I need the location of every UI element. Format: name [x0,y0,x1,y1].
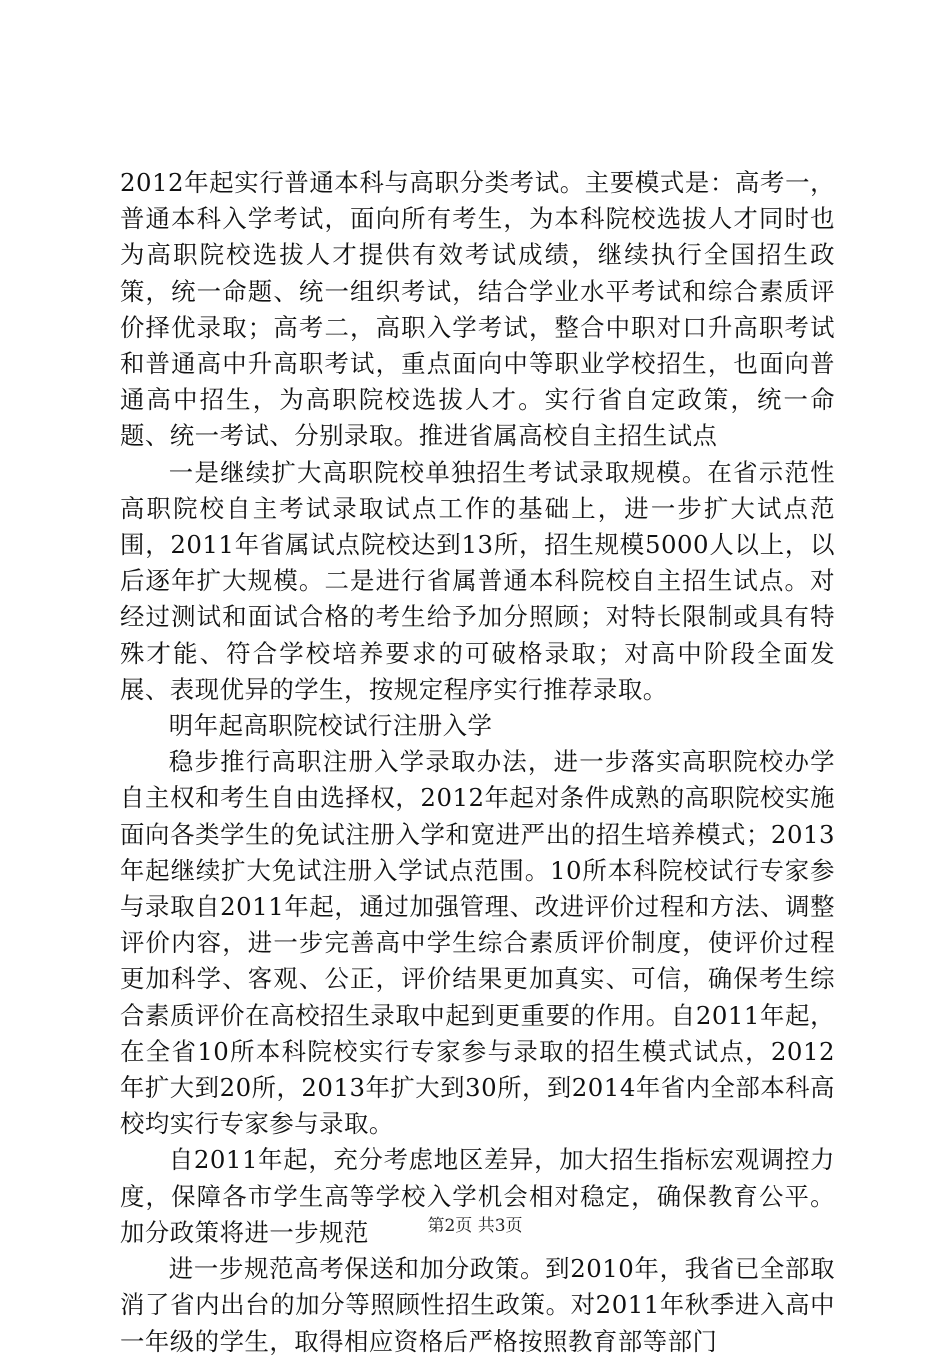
paragraph-heading-registration: 明年起高职院校试行注册入学 [168,711,493,741]
paragraph-bonus-policy: 进一步规范高考保送和加分政策。到2010年，我省已全部取消了省内出台的加分等照顾性招生政策。对2011年秋季进入高中一年级的学生，取得相应资格后严格按照教育部等部门 [120,1254,835,1356]
paragraph-exam-model: 2012年起实行普通本科与高职分类考试。主要模式是：高考一，普通本科入学考试，面向所有考生，为本科院校选拔人才同时也为高职院校选拔人才提供有效考试成绩，继续执行全国招生政策，统一命题、统一组织考试，结合学业水平考试和综合素质评价择优录取；高考二，高职入学考试，整合中职对口升高职考试和普通高中升高职考试，重点面向中等职业学校招生，也面向普通高中招生，为高职院校选拔人才。实行省自定政策，统一命题、统一考试、分别录取。推进省属高校自主招生试点 [120,168,835,451]
paragraph-quota-control: 自2011年起，充分考虑地区差异，加大招生指标宏观调控力度，保障各市学生高等学校入学机会相对稳定，确保教育公平。加分政策将进一步规范 [120,1145,835,1247]
document-body [120,165,835,1360]
paragraph-independent-enrollment: 一是继续扩大高职院校单独招生考试录取规模。在省示范性高职院校自主考试录取试点工作的基础上，进一步扩大试点范围，2011年省属试点院校达到13所，招生规模5000人以上，以后逐年扩大规模。二是进行省属普通本科院校自主招生试点。对经过测试和面试合格的考生给予加分照顾；对特长限制或具有特殊才能、符合学校培养要求的可破格录取；对高中阶段全面发展、表现优异的学生，按规定程序实行推荐录取。 [120,457,835,704]
paragraph-registration-admission: 稳步推行高职注册入学录取办法，进一步落实高职院校办学自主权和考生自由选择权，2012年起对条件成熟的高职院校实施面向各类学生的免试注册入学和宽进严出的招生培养模式；2013年起继续扩大免试注册入学试点范围。10所本科院校试行专家参与录取自2011年起，通过加强管理、改进评价过程和方法、调整评价内容，进一步完善高中学生综合素质评价制度，使评价过程更加科学、客观、公正，评价结果更加真实、可信，确保考生综合素质评价在高校招生录取中起到更重要的作用。自2011年起，在全省10所本科院校实行专家参与录取的招生模式试点，2012年扩大到20所，2013年扩大到30所，到2014年省内全部本科高校均实行专家参与录取。 [120,747,835,1139]
page-footer [0,1215,950,1237]
page-number: 第2页 共3页 [427,1216,523,1236]
